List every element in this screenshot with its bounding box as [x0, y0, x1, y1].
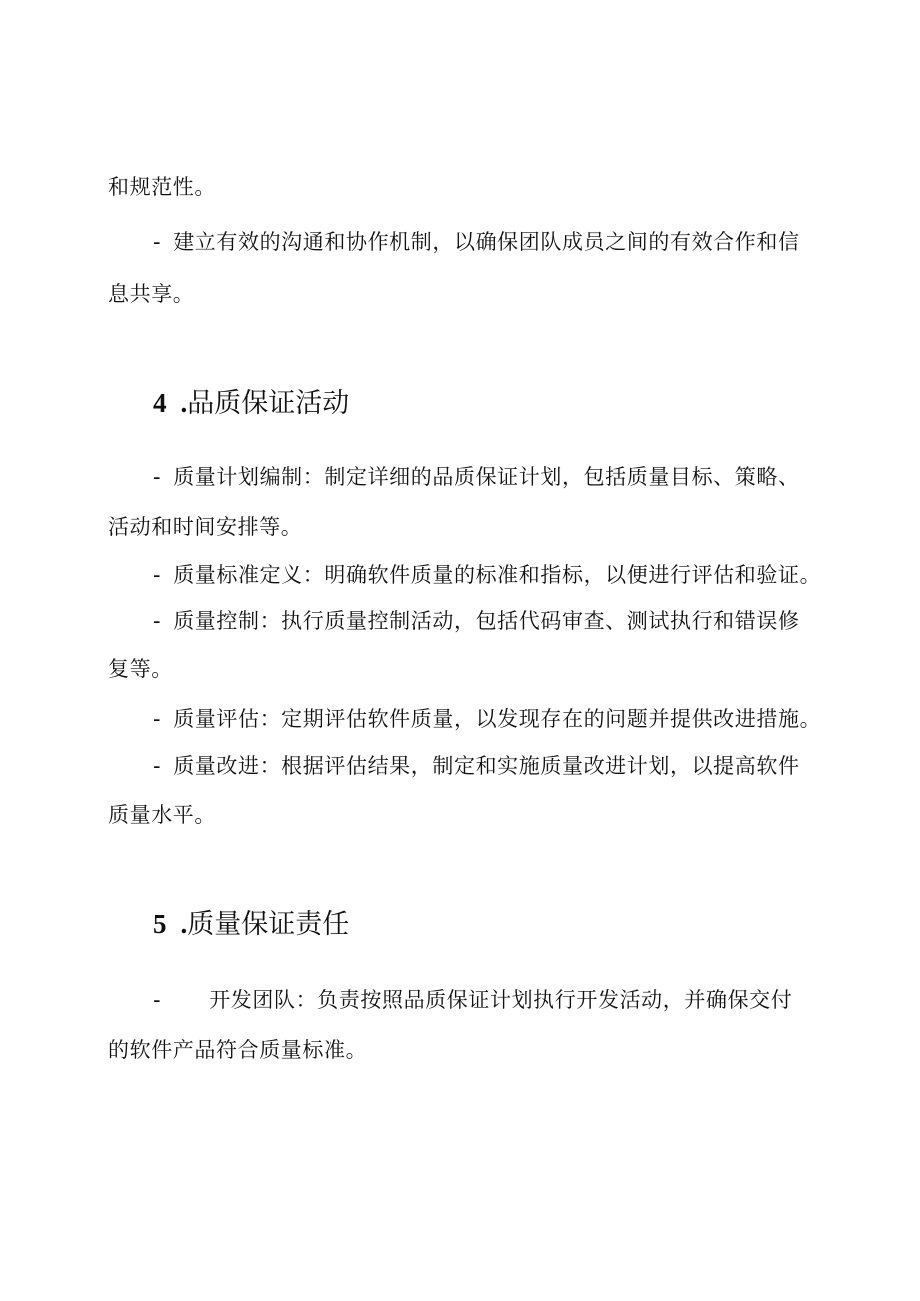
paragraph-continuation: 和规范性。	[108, 175, 216, 199]
list-item-line	[153, 462, 800, 492]
list-item-text: 开发团队：负责按照品质保证计划执行开发活动，并确保交付	[209, 988, 793, 1012]
section-number: 5	[153, 909, 167, 939]
section-heading-4	[153, 385, 349, 422]
list-bullet: -	[153, 230, 162, 254]
list-item-continuation: 复等。	[108, 657, 173, 681]
list-item-line	[153, 227, 800, 257]
list-bullet: -	[153, 754, 162, 778]
list-item-line	[153, 704, 821, 734]
list-item-text: 质量评估：定期评估软件质量，以发现存在的问题并提供改进措施。	[173, 707, 822, 731]
list-item-continuation: 质量水平。	[108, 803, 216, 827]
section-title: 品质保证活动	[187, 388, 350, 419]
list-item-text: 质量标准定义：明确软件质量的标准和指标，以便进行评估和验证。	[173, 563, 822, 587]
list-item-continuation: 活动和时间安排等。	[108, 515, 303, 539]
list-item-line	[153, 606, 800, 636]
list-item-line	[153, 985, 792, 1015]
section-number: 4	[153, 388, 167, 418]
list-item-continuation: 的软件产品符合质量标准。	[108, 1038, 368, 1062]
section-number-dot: .	[180, 909, 188, 939]
list-item-line	[153, 560, 821, 590]
list-item-text: 质量改进：根据评估结果，制定和实施质量改进计划，以提高软件	[173, 754, 800, 778]
list-item-text: 质量控制：执行质量控制活动，包括代码审查、测试执行和错误修	[173, 609, 800, 633]
list-item-continuation: 息共享。	[108, 282, 195, 306]
section-title: 质量保证责任	[187, 909, 350, 940]
list-item-text: 建立有效的沟通和协作机制，以确保团队成员之间的有效合作和信	[173, 230, 800, 254]
section-number-dot: .	[180, 388, 188, 418]
list-item-text: 质量计划编制：制定详细的品质保证计划，包括质量目标、策略、	[173, 465, 800, 489]
list-item-line	[153, 751, 800, 781]
section-heading-5	[153, 906, 349, 943]
list-bullet: -	[153, 465, 162, 489]
list-bullet: -	[153, 988, 162, 1012]
list-bullet: -	[153, 563, 162, 587]
list-bullet: -	[153, 609, 162, 633]
list-bullet: -	[153, 707, 162, 731]
